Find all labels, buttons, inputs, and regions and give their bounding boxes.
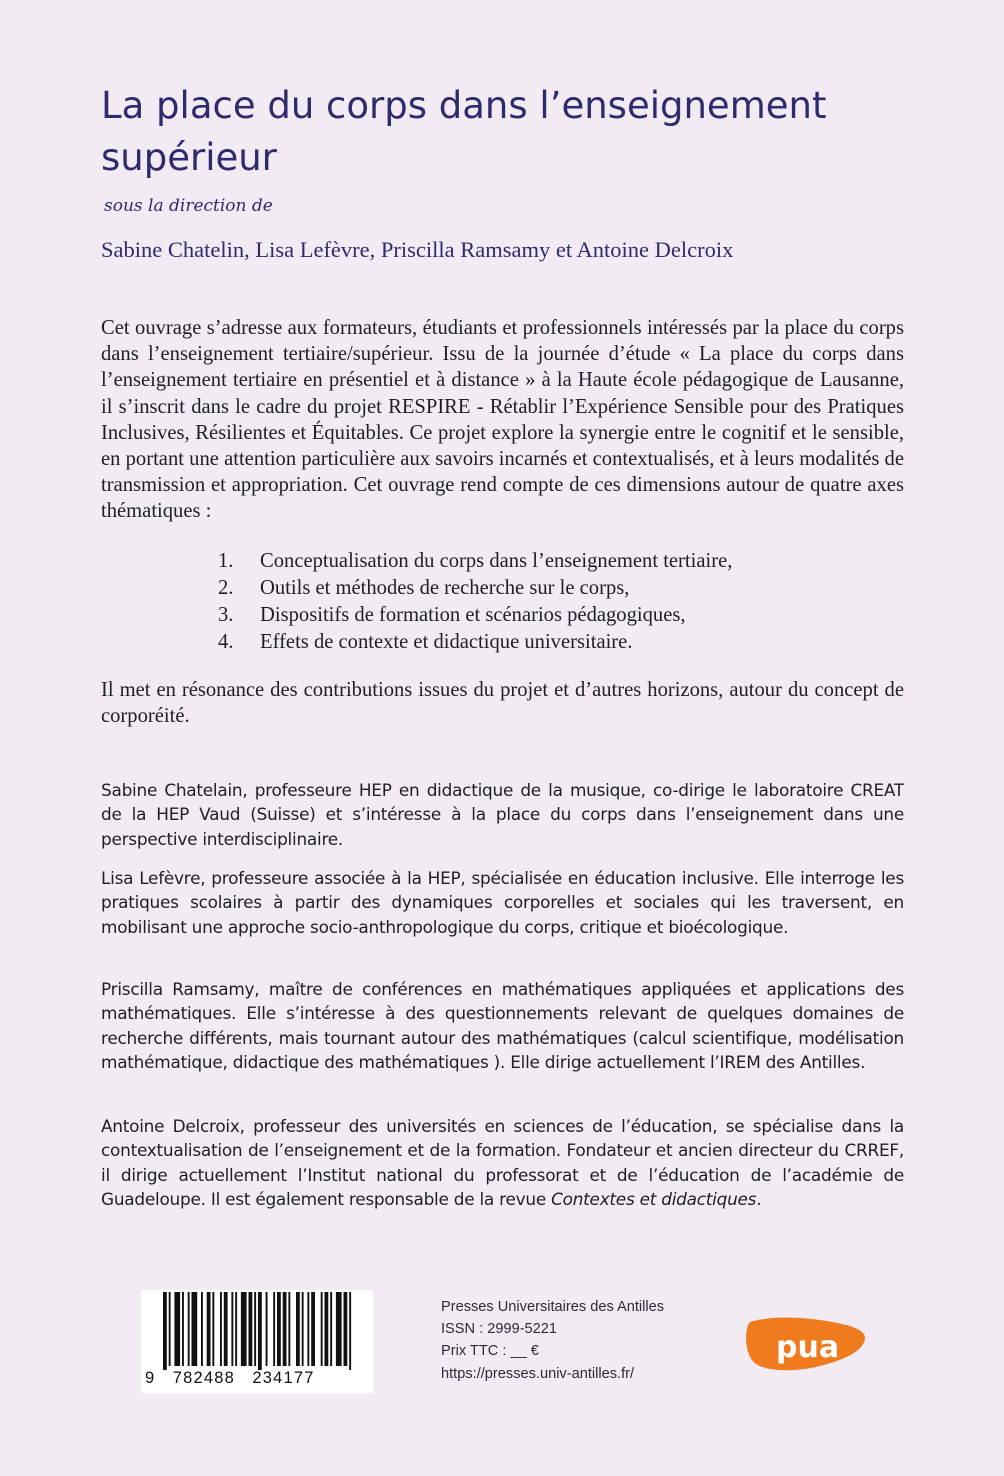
barcode-bar	[330, 1292, 332, 1366]
barcode-bar	[188, 1292, 190, 1366]
barcode-bar	[231, 1292, 233, 1366]
closing-paragraph: Il met en résonance des contributions issues du projet et d’autres horizons, autour du concept de corporéité.	[101, 679, 904, 728]
barcode-bar	[344, 1292, 348, 1366]
barcode-bar	[258, 1292, 262, 1370]
barcode-bar	[325, 1292, 329, 1366]
barcode-bar	[302, 1292, 304, 1366]
publisher-name: Presses Universitaires des Antilles	[441, 1299, 665, 1315]
barcode-bar	[288, 1292, 290, 1366]
barcode-bar	[249, 1292, 253, 1366]
publisher-issn: ISSN : 2999-5221	[441, 1321, 558, 1338]
barcode-digits: 9 782488 234177	[145, 1369, 315, 1387]
bio-lefevre: Lisa Lefèvre, professeure associée à la HEP, spécialisée en éducation inclusive. Elle interroge les pratiques scolaires à partir des dynamiques corporelles et sociales qui les traversent, en mobilisant une approche socio-anthropologique du corps, critique et bioécologique.	[101, 868, 904, 937]
editors-list: Sabine Chatelin, Lisa Lefèvre, Priscilla Ramsamy et Antoine Delcroix	[101, 237, 734, 262]
barcode-bar	[182, 1292, 184, 1366]
list-item: 1. Conceptualisation du corps dans l’enseignement tertiaire,	[218, 550, 733, 572]
barcode-bar	[169, 1292, 171, 1366]
barcode-bar	[241, 1292, 247, 1366]
barcode-bar	[283, 1292, 287, 1366]
barcode-bar	[192, 1292, 198, 1366]
book-title: La place du corps dans l’enseignement supérieur	[101, 84, 827, 179]
bio-ramsamy: Priscilla Ramsamy, maître de conférences en mathématiques appliquées et applications des mathématiques. Elle s’intéresse à des questionnements relevant de quelques domaines de recherche différents, mais tournant autour des mathématiques (calcul scientifique, modélisation mathématique, didactique des mathématiques ). Elle dirige actuellement l’IREM des Antilles.	[101, 979, 904, 1072]
thematic-axes-list	[212, 548, 912, 656]
pua-logo	[746, 1314, 868, 1374]
barcode-bar	[201, 1292, 203, 1366]
publisher-url[interactable]: https://presses.univ-antilles.fr/	[441, 1365, 635, 1382]
list-item: 3. Dispositifs de formation et scénarios pédagogiques,	[218, 604, 686, 626]
barcode-bar	[224, 1292, 228, 1366]
publisher-price: Prix TTC : __ €	[441, 1343, 539, 1360]
barcode-bar	[212, 1292, 214, 1366]
barcode-bar	[220, 1292, 222, 1366]
logo-text: pua	[776, 1330, 840, 1365]
barcode-bar	[311, 1292, 315, 1366]
barcode-bar	[307, 1292, 309, 1366]
barcode-bar	[163, 1292, 167, 1370]
barcode-bar	[273, 1292, 275, 1366]
barcode-bar	[349, 1292, 351, 1370]
summary-paragraph: Cet ouvrage s’adresse aux formateurs, étudiants et professionnels intéressés par la place du corps dans l’enseignement tertiaire/supérieur. Issu de la journée d’étude « La place du corps dans l’enseignement tertiaire en présentiel et à distance » à la Haute école pédagogique de Lausanne, il s’inscrit dans le cadre du projet RESPIRE - Rétablir l’Expérience Sensible pour des Pratiques Inclusives, Résilientes et Équitables. Ce projet explore la synergie entre le cognitif et le sensible, en portant une attention particulière aux savoirs incarnés et contextualisés, et à leurs modalités de transmission et appropriation. Cet ouvrage rend compte de ces dimensions autour de quatre axes thématiques :	[101, 317, 904, 523]
barcode-bar	[321, 1292, 323, 1366]
direction-label: sous la direction de	[104, 196, 273, 216]
barcode-bar	[296, 1292, 300, 1366]
barcode-bar	[235, 1292, 237, 1366]
publisher-info	[441, 1296, 741, 1385]
bio-chatelain: Sabine Chatelain, professeure HEP en didactique de la musique, co-dirige le laboratoire CREAT de la HEP Vaud (Suisse) et s’intéresse à la place du corps dans l’enseignement dans une perspective interdisciplinaire.	[101, 780, 904, 849]
journal-title: Contextes et didactiques	[551, 1188, 757, 1209]
barcode-bar	[266, 1292, 268, 1366]
barcode-bar	[207, 1292, 211, 1366]
list-item: 4. Effets de contexte et didactique universitaire.	[218, 631, 633, 653]
barcode-bars	[141, 1290, 373, 1370]
barcode-bar	[277, 1292, 281, 1366]
barcode-bar	[174, 1292, 180, 1366]
bio-delcroix: Antoine Delcroix, professeur des universités en sciences de l’éducation, se spécialise dans la contextualisation de l’enseignement et de la formation. Fondateur et ancien directeur du CRREF, il dirige actuellement l’Institut national du professorat et de l’éducation de l’académie de Guadeloupe. Il est également responsable de la revue Contextes et didactiques.	[101, 1116, 904, 1209]
barcode-bar	[336, 1292, 342, 1366]
list-item: 2. Outils et méthodes de recherche sur le corps,	[218, 577, 630, 599]
barcode-bar	[254, 1292, 256, 1366]
isbn-barcode	[141, 1290, 373, 1393]
